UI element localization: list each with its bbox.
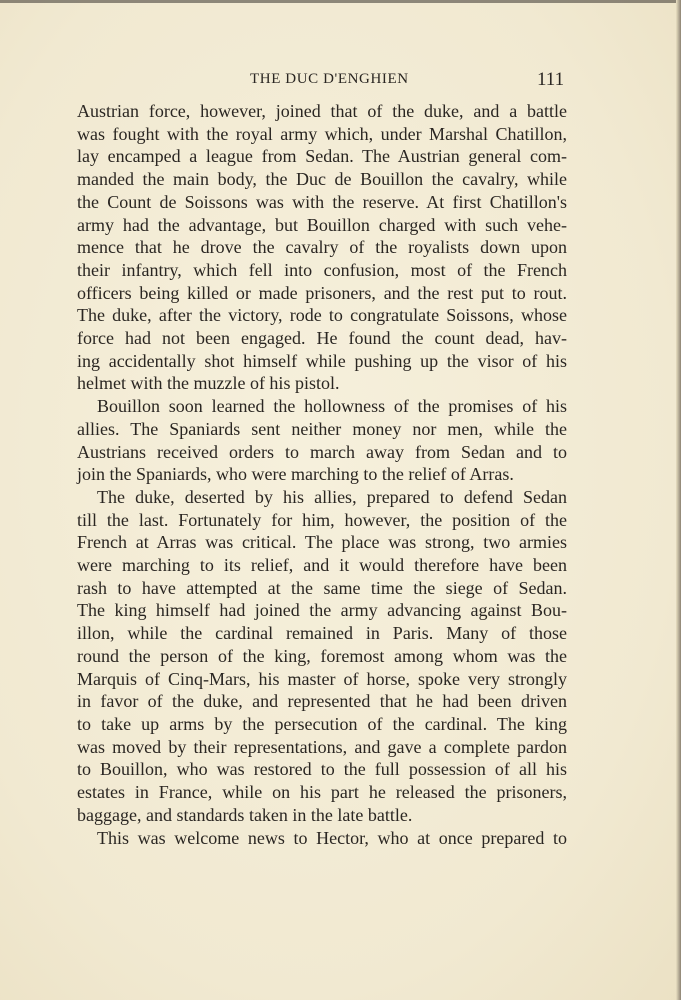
text-line: The duke, after the victory, rode to congratulate Soissons, whose	[77, 305, 567, 326]
text-line: mence that he drove the cavalry of the royalists down upon	[77, 237, 567, 258]
text-line: manded the main body, the Duc de Bouillon the cavalry, while	[77, 169, 567, 190]
running-head: THE DUC D'ENGHIEN	[250, 71, 409, 87]
text-line: were marching to its relief, and it would therefore have been	[77, 555, 567, 576]
text-line: army had the advantage, but Bouillon charged with such vehe-	[77, 214, 567, 235]
paragraph-last-line: join the Spaniards, who were marching to the relief of Arras.	[77, 464, 514, 485]
body-text	[77, 100, 567, 849]
page-edge-shadow	[676, 0, 681, 1000]
text-line: Austrian force, however, joined that of the duke, and a battle	[77, 101, 567, 121]
text-line: was moved by their representations, and gave a complete pardon	[77, 736, 567, 757]
text-line: the Count de Soissons was with the reserve. At first Chatillon's	[77, 191, 567, 212]
paragraph-first-line: Bouillon soon learned the hollowness of the promises of his	[97, 396, 567, 417]
top-edge-rule	[0, 0, 681, 3]
paragraph-first-line: The duke, deserted by his allies, prepared to defend Sedan	[97, 486, 567, 507]
text-line: their infantry, which fell into confusion, most of the French	[77, 259, 567, 280]
text-line: force had not been engaged. He found the count dead, hav-	[77, 328, 567, 349]
paragraph-last-line: helmet with the muzzle of his pistol.	[77, 373, 340, 394]
text-line: in favor of the duke, and represented that he had been driven	[77, 691, 567, 712]
text-line: rash to have attempted at the same time the siege of Sedan.	[77, 577, 567, 598]
text-line: allies. The Spaniards sent neither money nor men, while the	[77, 418, 567, 439]
text-line: Marquis of Cinq-Mars, his master of horse, spoke very strongly	[77, 668, 567, 689]
text-line: The king himself had joined the army advancing against Bou-	[77, 600, 567, 621]
text-line: officers being killed or made prisoners, and the rest put to rout.	[77, 282, 567, 303]
text-line: was fought with the royal army which, under Marshal Chatillon,	[77, 123, 567, 144]
text-line: to take up arms by the persecution of the cardinal. The king	[77, 713, 567, 734]
paragraph-last-line: baggage, and standards taken in the late battle.	[77, 804, 413, 825]
text-line: round the person of the king, foremost among whom was the	[77, 645, 567, 666]
text-line: ing accidentally shot himself while pushing up the visor of his	[77, 350, 567, 371]
text-line: estates in France, while on his part he released the prisoners,	[77, 782, 567, 803]
text-line: lay encamped a league from Sedan. The Austrian general com-	[77, 146, 567, 167]
text-line: French at Arras was critical. The place was strong, two armies	[77, 532, 567, 553]
text-line: Austrians received orders to march away from Sedan and to	[77, 441, 567, 462]
text-line: to Bouillon, who was restored to the full possession of all his	[77, 759, 567, 780]
text-line: till the last. Fortunately for him, however, the position of the	[77, 509, 567, 530]
page-number: 111	[537, 69, 565, 90]
paragraph-first-line: This was welcome news to Hector, who at once prepared to	[97, 827, 567, 848]
text-line: illon, while the cardinal remained in Paris. Many of those	[77, 623, 567, 644]
